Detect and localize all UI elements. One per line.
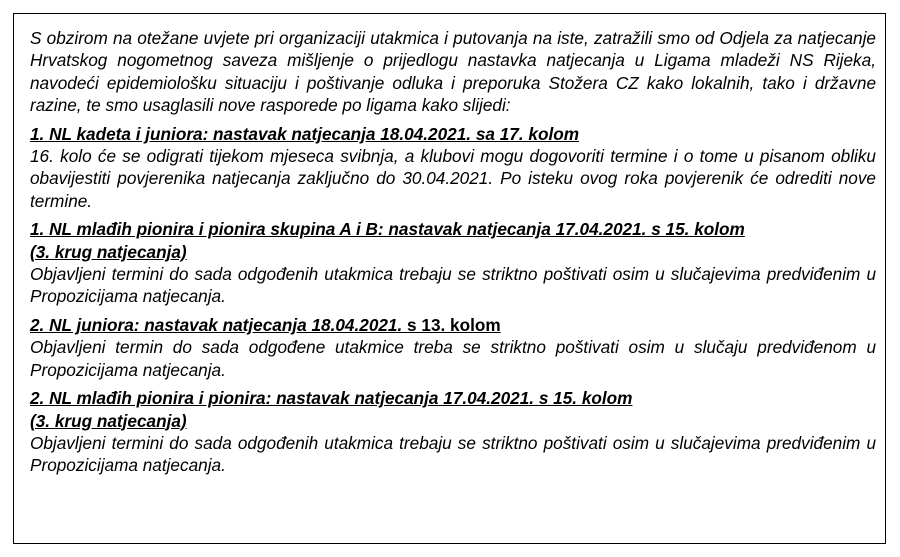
section-heading-suffix: s 13. kolom bbox=[407, 314, 501, 335]
section-heading-text: 1. NL kadeta i juniora: nastavak natjecanja 18.04.2021. sa 17. kolom bbox=[30, 123, 580, 144]
section-heading bbox=[30, 123, 876, 145]
section-body: Objavljeni termin do sada odgođene utakmice treba se striktno poštivati osim u slučaju predviđenom u Propozicijama natjecanja. bbox=[30, 337, 876, 380]
section-body: Objavljeni termini do sada odgođenih utakmica trebaju se striktno poštivati osim u slučajevima predviđenim u Propozicijama natjecanja. bbox=[30, 432, 876, 476]
section-2nl-mladjih-pionira bbox=[30, 387, 876, 477]
section-heading bbox=[30, 314, 876, 336]
section-2nl-juniora bbox=[30, 314, 876, 381]
section-heading-text: 1. NL mlađih pionira i pionira skupina A i B: nastavak natjecanja 17.04.2021. s 15. kolom bbox=[30, 219, 745, 240]
section-heading bbox=[30, 218, 876, 263]
section-1nl-mladjih-pionira bbox=[30, 218, 876, 308]
section-heading bbox=[30, 387, 876, 432]
section-1nl-kadeta-juniora bbox=[30, 123, 876, 213]
document-content bbox=[30, 27, 876, 483]
section-body: 16. kolo će se odigrati tijekom mjeseca svibnja, a klubovi mogu dogovoriti termine i o tome u pisanom obliku obavijestiti povjerenika natjecanja zaključno do 30.04.2021. Po isteku ovog roka povjerenik će odrediti nove termine. bbox=[30, 146, 876, 211]
section-heading-subtext: (3. krug natjecanja) bbox=[30, 241, 187, 262]
section-heading-subtext: (3. krug natjecanja) bbox=[30, 410, 187, 431]
intro-paragraph: S obzirom na otežane uvjete pri organizaciji utakmica i putovanja na iste, zatražili smo od Odjela za natjecanje Hrvatskog nogometnog saveza mišljenje o prijedlogu nastavka natjecanja u Ligama mladeži NS Rijeka, navodeći epidemiološku situaciju i poštivanje odluka i preporuka Stožera CZ kako lokalnih, tako i državne razine, te smo usaglasili nove rasporede po ligama kako slijedi: bbox=[30, 28, 876, 116]
section-body: Objavljeni termini do sada odgođenih utakmica trebaju se striktno poštivati osim u slučajevima predviđenim u Propozicijama natjecanja. bbox=[30, 264, 876, 307]
section-heading-text: 2. NL juniora: nastavak natjecanja 18.04.2021. bbox=[30, 314, 408, 335]
section-heading-text: 2. NL mlađih pionira i pionira: nastavak natjecanja 17.04.2021. s 15. kolom bbox=[30, 388, 633, 409]
